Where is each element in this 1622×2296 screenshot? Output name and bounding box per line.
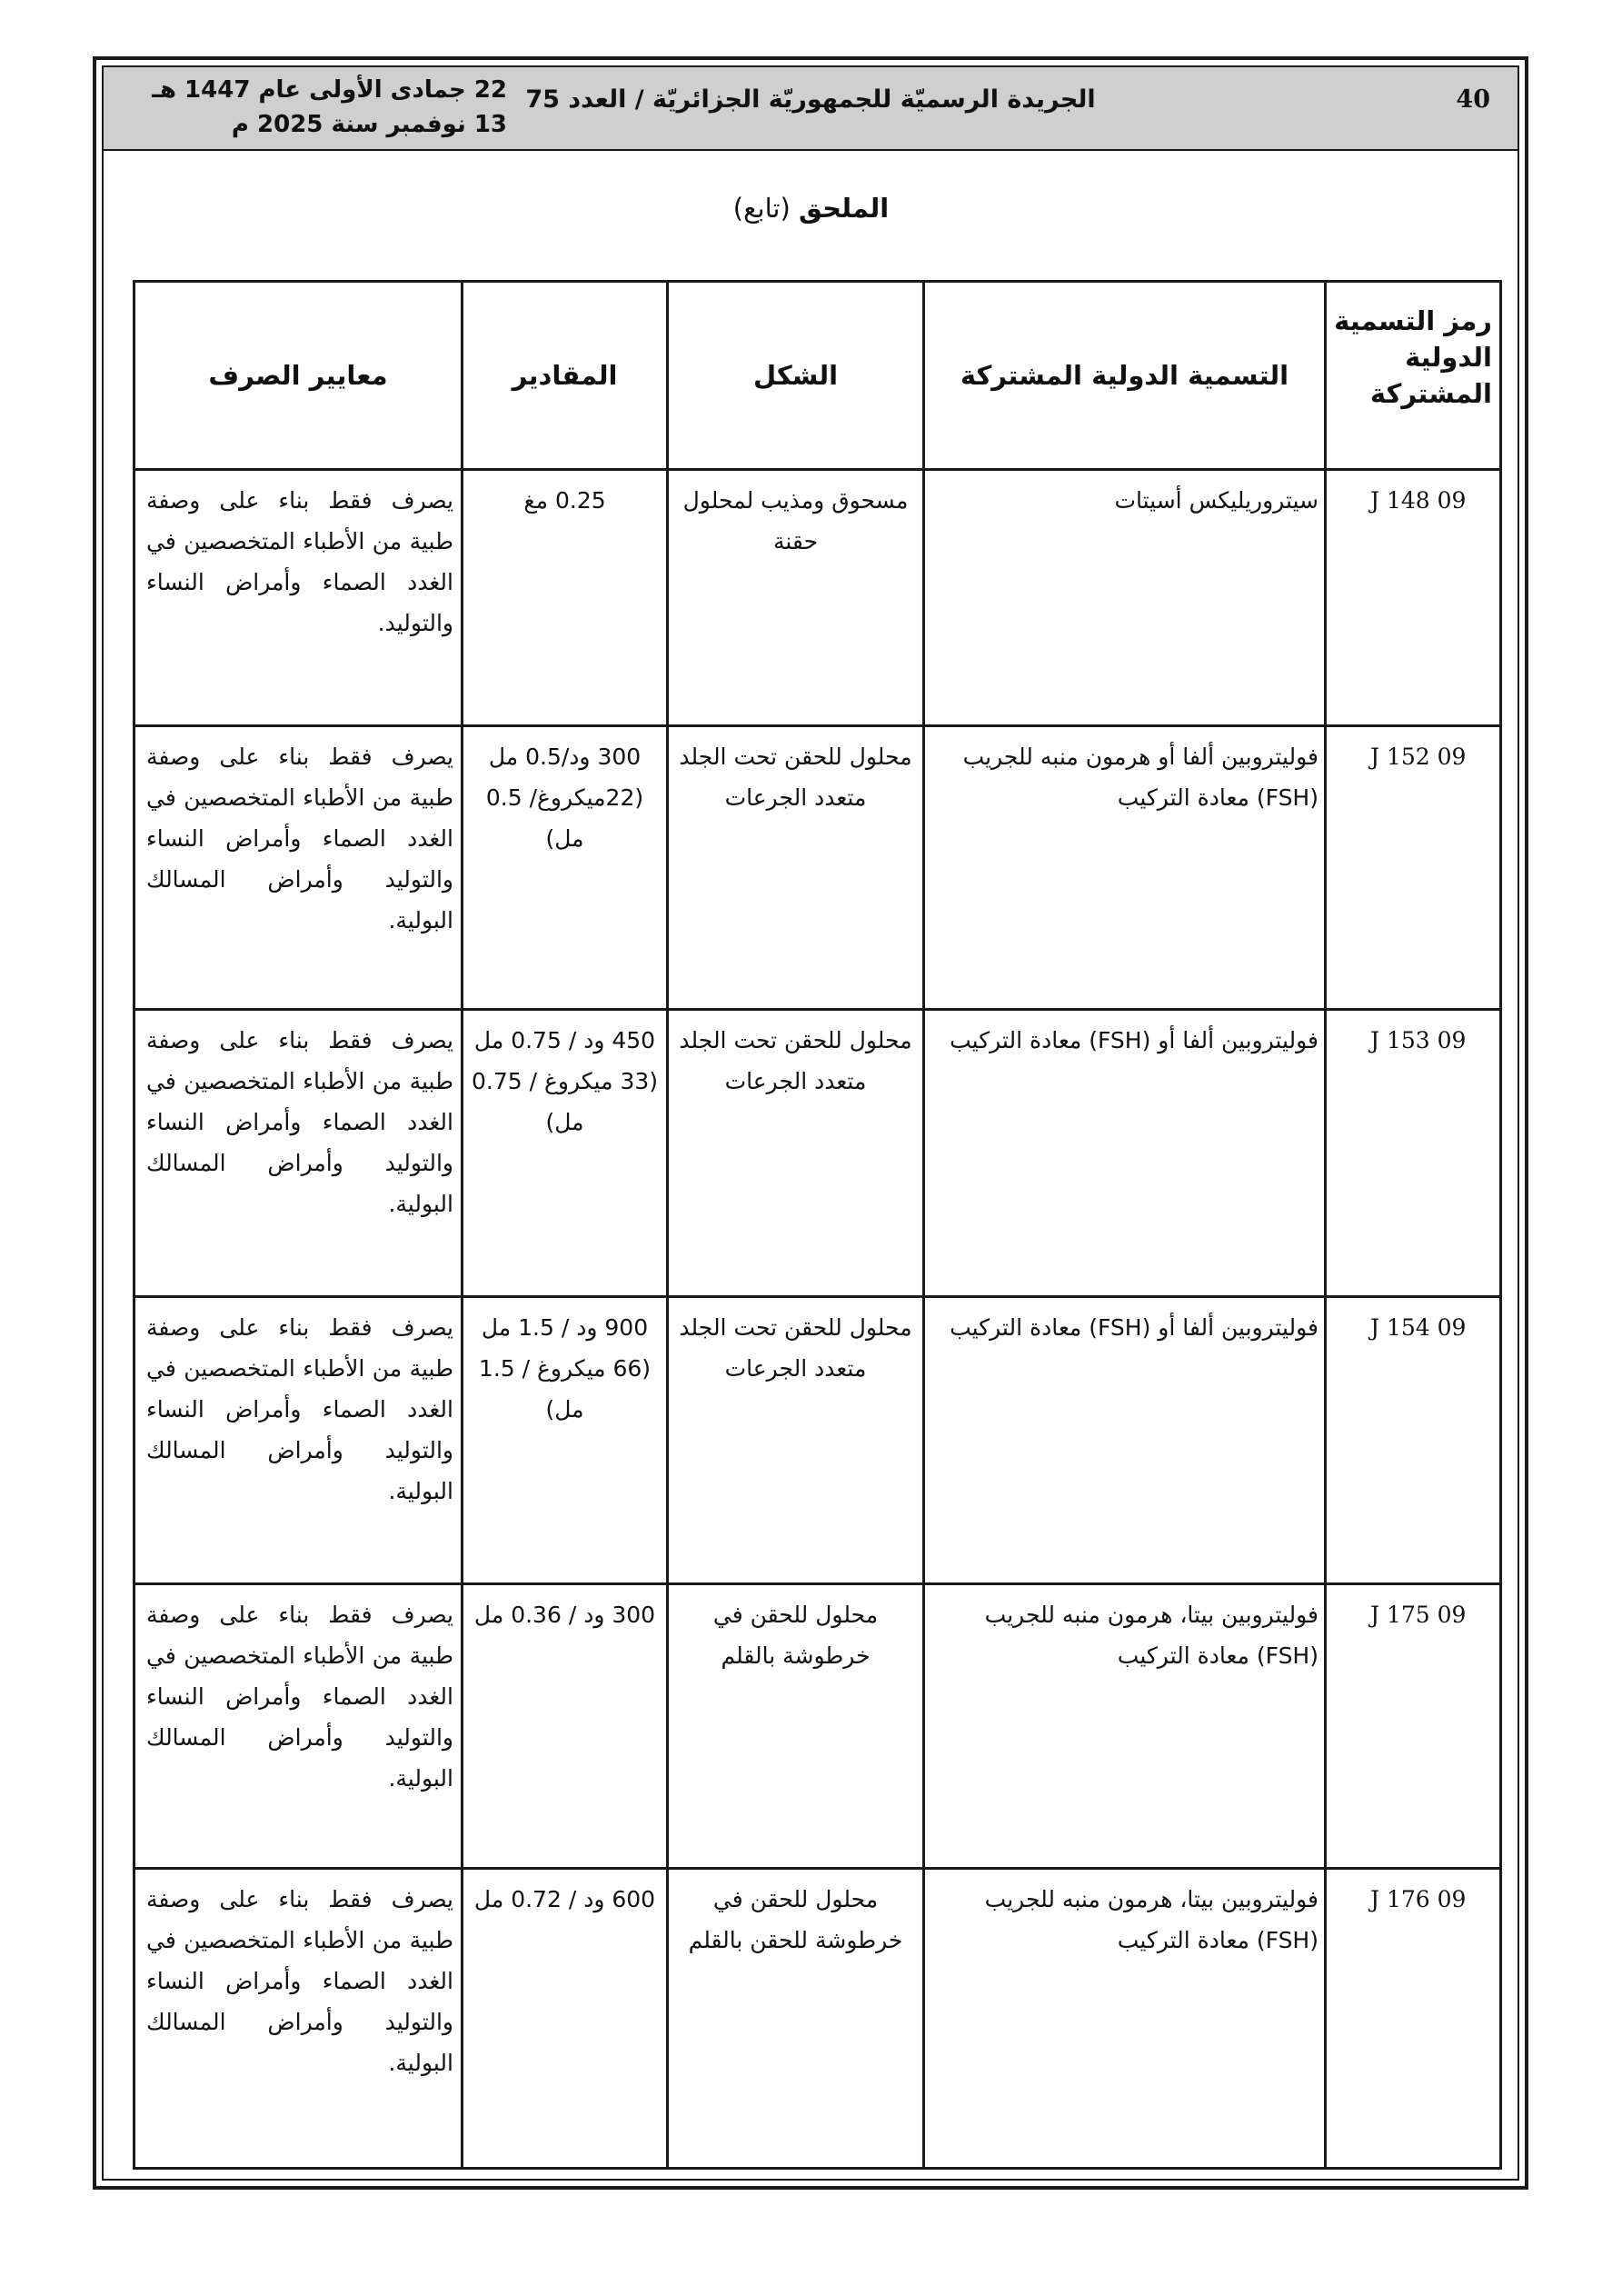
annex-table: [133, 280, 1502, 2170]
cell-code: 09 J 153: [1326, 1010, 1501, 1297]
table-row: [134, 1584, 1501, 1869]
header-form: الشكل: [668, 282, 924, 470]
cell-name: فوليتروبين ألفا أو هرمون منبه للجريب (FSH) معادة التركيب: [924, 726, 1326, 1010]
table-header-row: [134, 282, 1501, 470]
cell-dose: 900 ود / 1.5 مل (66 ميكروغ / 1.5 مل): [463, 1297, 668, 1584]
cell-code: 09 J 152: [1326, 726, 1501, 1010]
cell-form: محلول للحقن في خرطوشة للحقن بالقلم: [668, 1869, 924, 2169]
cell-form: محلول للحقن في خرطوشة بالقلم: [668, 1584, 924, 1869]
date-hijri: 22 جمادى الأولى عام 1447 هـ: [152, 76, 507, 104]
issue-date: [125, 73, 507, 142]
annex-continued: (تابع): [732, 193, 791, 224]
cell-form: محلول للحقن تحت الجلد متعدد الجرعات: [668, 1010, 924, 1297]
table-row: [134, 726, 1501, 1010]
annex-heading: [0, 193, 1622, 224]
cell-dose: 450 ود / 0.75 مل (33 ميكروغ / 0.75 مل): [463, 1010, 668, 1297]
cell-name: فوليتروبين ألفا أو (FSH) معادة التركيب: [924, 1010, 1326, 1297]
table-row: [134, 470, 1501, 726]
cell-name: فوليتروبين ألفا أو (FSH) معادة التركيب: [924, 1297, 1326, 1584]
cell-dose: 600 ود / 0.72 مل: [463, 1869, 668, 2169]
header-name: التسمية الدولية المشتركة: [924, 282, 1326, 470]
annex-title: الملحق: [799, 193, 890, 224]
cell-code: 09 J 176: [1326, 1869, 1501, 2169]
cell-criteria: يصرف فقط بناء على وصفة طبية من الأطباء المتخصصين في الغدد الصماء وأمراض النساء والتوليد وأمراض المسالك البولية.: [134, 1869, 463, 2169]
header-code: رمز التسمية الدولية المشتركة: [1326, 282, 1501, 470]
header-dose: المقادير: [463, 282, 668, 470]
page-header: [104, 67, 1518, 151]
date-gregorian: 13 نوفمبر سنة 2025 م: [231, 111, 507, 138]
cell-code: 09 J 148: [1326, 470, 1501, 726]
cell-criteria: يصرف فقط بناء على وصفة طبية من الأطباء المتخصصين في الغدد الصماء وأمراض النساء والتوليد.: [134, 470, 463, 726]
gazette-title: الجريدة الرسميّة للجمهوريّة الجزائريّة / العدد 75: [525, 85, 1096, 114]
cell-form: مسحوق ومذيب لمحلول حقنة: [668, 470, 924, 726]
cell-criteria: يصرف فقط بناء على وصفة طبية من الأطباء المتخصصين في الغدد الصماء وأمراض النساء والتوليد وأمراض المسالك البولية.: [134, 726, 463, 1010]
header-criteria: معايير الصرف: [134, 282, 463, 470]
cell-name: فوليتروبين بيتا، هرمون منبه للجريب (FSH) معادة التركيب: [924, 1584, 1326, 1869]
table-row: [134, 1010, 1501, 1297]
table-row: [134, 1297, 1501, 1584]
cell-name: سيتروريليكس أسيتات: [924, 470, 1326, 726]
cell-code: 09 J 154: [1326, 1297, 1501, 1584]
cell-form: محلول للحقن تحت الجلد متعدد الجرعات: [668, 726, 924, 1010]
page-number: 40: [1456, 85, 1490, 114]
cell-name: فوليتروبين بيتا، هرمون منبه للجريب (FSH) معادة التركيب: [924, 1869, 1326, 2169]
cell-form: محلول للحقن تحت الجلد متعدد الجرعات: [668, 1297, 924, 1584]
cell-dose: 300 ود/0.5 مل (22ميكروغ/ 0.5 مل): [463, 726, 668, 1010]
cell-dose: 0.25 مغ: [463, 470, 668, 726]
cell-dose: 300 ود / 0.36 مل: [463, 1584, 668, 1869]
cell-code: 09 J 175: [1326, 1584, 1501, 1869]
cell-criteria: يصرف فقط بناء على وصفة طبية من الأطباء المتخصصين في الغدد الصماء وأمراض النساء والتوليد وأمراض المسالك البولية.: [134, 1297, 463, 1584]
table-row: [134, 1869, 1501, 2169]
cell-criteria: يصرف فقط بناء على وصفة طبية من الأطباء المتخصصين في الغدد الصماء وأمراض النساء والتوليد وأمراض المسالك البولية.: [134, 1010, 463, 1297]
cell-criteria: يصرف فقط بناء على وصفة طبية من الأطباء المتخصصين في الغدد الصماء وأمراض النساء والتوليد وأمراض المسالك البولية.: [134, 1584, 463, 1869]
